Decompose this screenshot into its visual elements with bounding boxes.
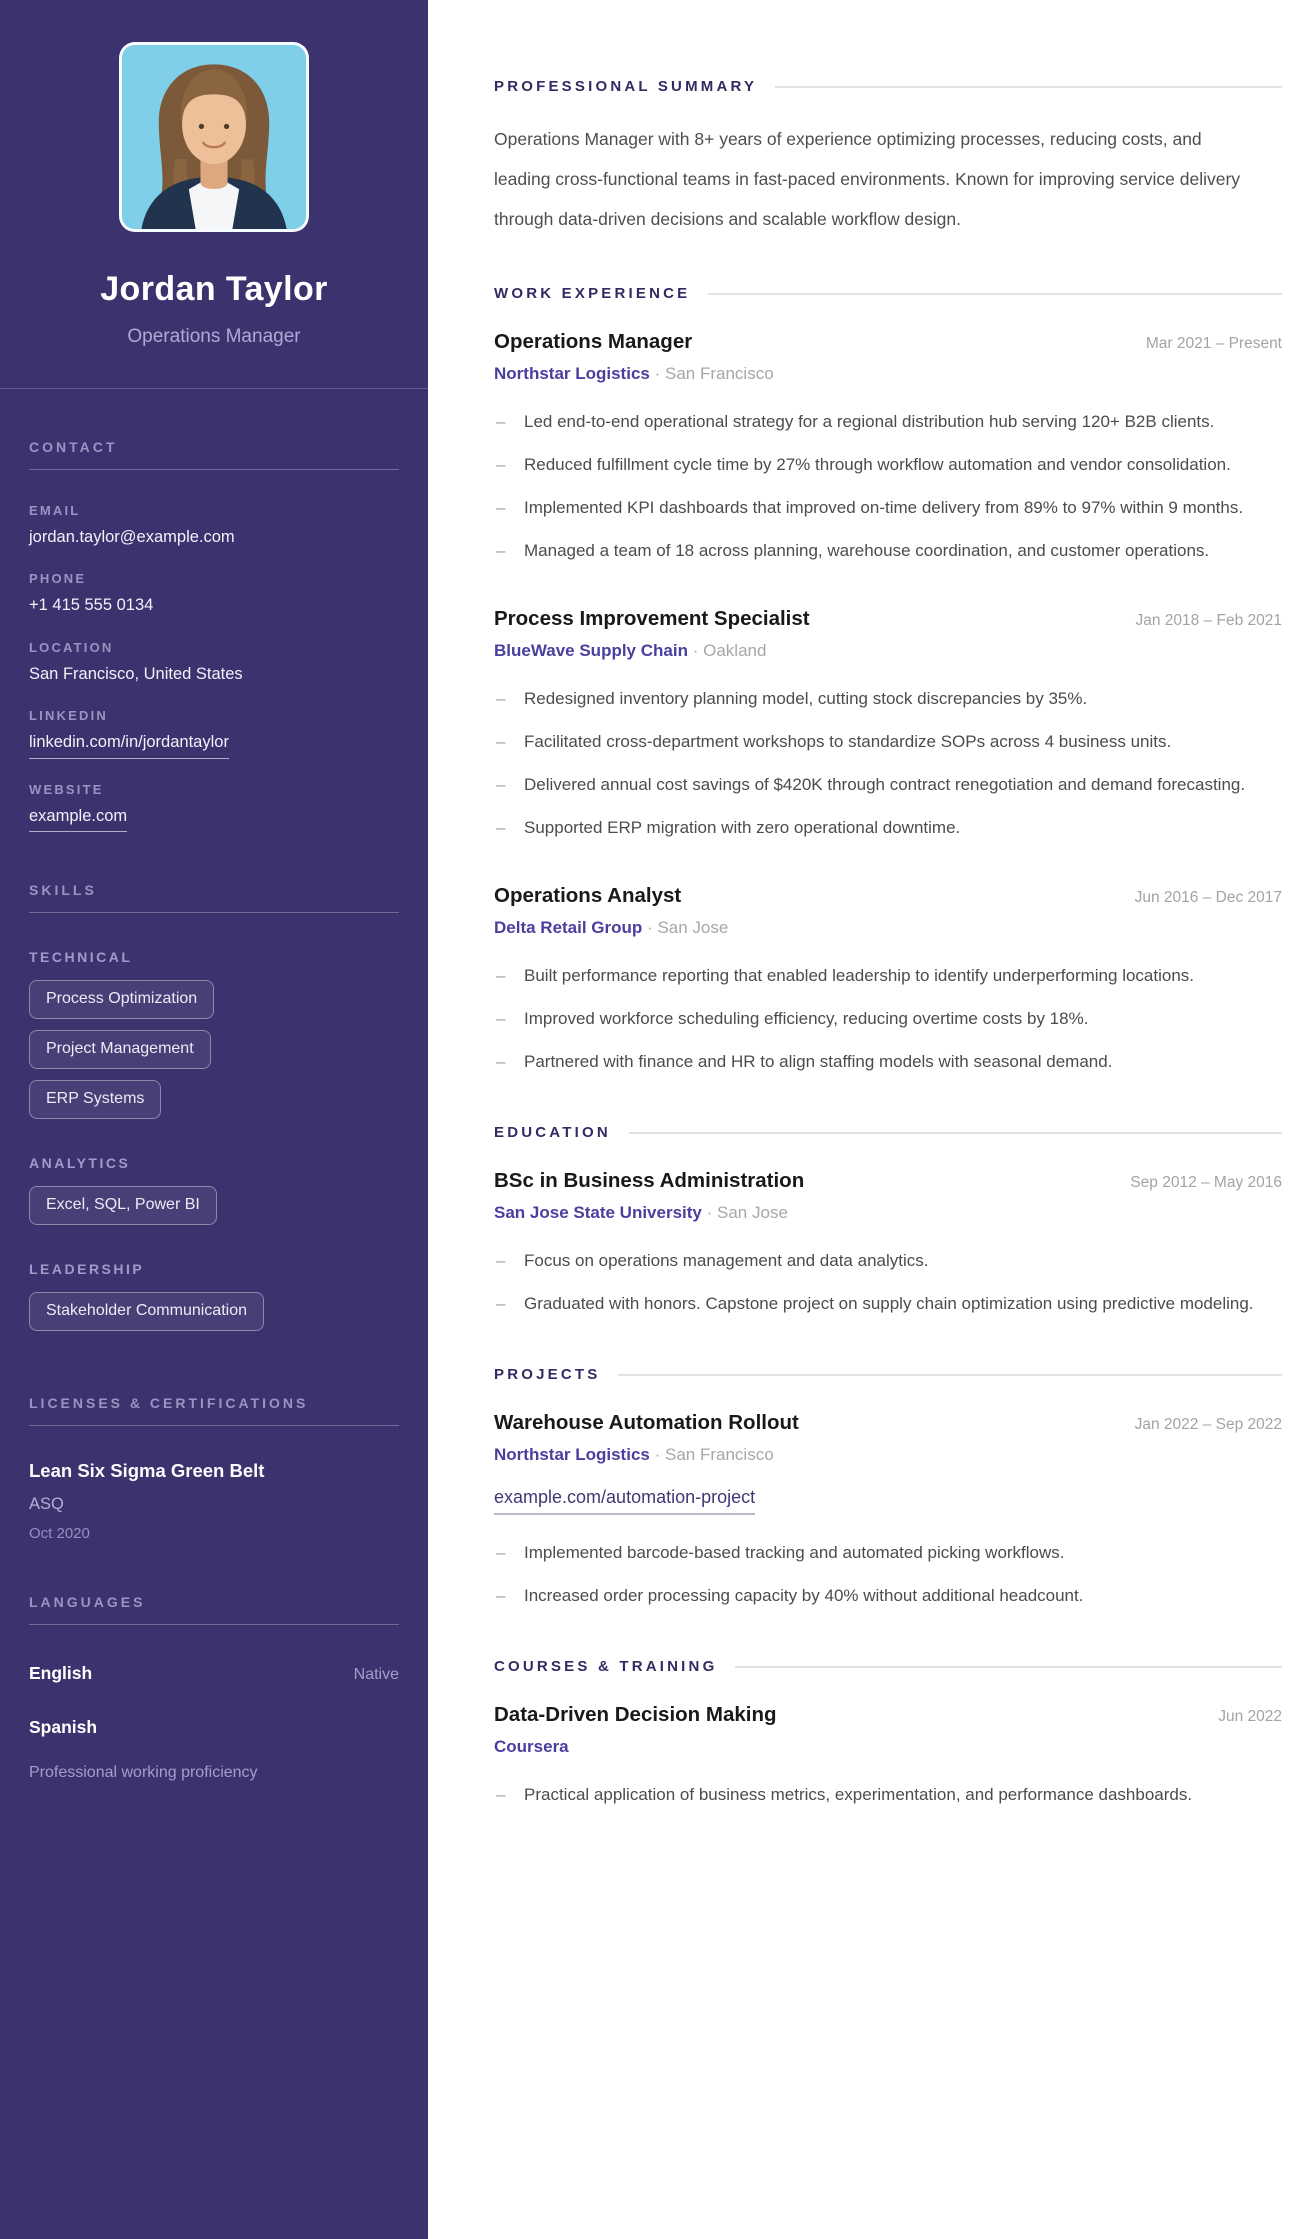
- courses-header: [494, 1658, 1282, 1675]
- skill-group-analytics: ANALYTICS: [29, 1155, 131, 1172]
- skill-pill: Stakeholder Communication: [29, 1292, 264, 1331]
- experience-section: [494, 285, 1282, 1078]
- job-title: Operations Manager: [494, 330, 693, 353]
- language-level: Native: [353, 1666, 399, 1684]
- contact-field-email: [29, 503, 399, 548]
- bullet-item: – Implemented barcode-based tracking and automated picking workflows.: [494, 1537, 1282, 1569]
- separator-dot: ·: [692, 641, 699, 660]
- section-divider: [29, 469, 399, 470]
- job-header: [494, 330, 1282, 354]
- project-subheader: [494, 1445, 1282, 1465]
- language-name: English: [29, 1663, 93, 1684]
- certifications-heading: LICENSES & CERTIFICATIONS: [29, 1395, 309, 1412]
- degree-title: BSc in Business Administration: [494, 1169, 805, 1192]
- project-bullets: [494, 1537, 1282, 1612]
- contact-field-phone: [29, 571, 399, 616]
- bullet-item: – Improved workforce scheduling efficiency, reducing overtime costs by 18%.: [494, 1003, 1282, 1035]
- bullet-item: – Partnered with finance and HR to align staffing models with seasonal demand.: [494, 1046, 1282, 1078]
- heading-rule: [618, 1374, 1282, 1376]
- job-location: San Francisco: [665, 364, 774, 383]
- education-header: [494, 1124, 1282, 1141]
- project-dates: Jan 2022 – Sep 2022: [1134, 1416, 1282, 1433]
- language-level: Professional working proficiency: [29, 1764, 258, 1782]
- contact-section: [0, 439, 428, 832]
- separator-dot: ·: [706, 1203, 713, 1222]
- bullet-item: – Implemented KPI dashboards that improved on-time delivery from 89% to 97% within 9 months.: [494, 492, 1282, 524]
- course-entry: [494, 1703, 1282, 1811]
- bullet-item: – Graduated with honors. Capstone project on supply chain optimization using predictive modeling.: [494, 1288, 1282, 1320]
- job-header: [494, 884, 1282, 908]
- company-name: Northstar Logistics: [494, 364, 650, 383]
- job-entry: [494, 330, 1282, 567]
- certification-item: [29, 1460, 399, 1542]
- school-location: San Jose: [717, 1203, 788, 1222]
- job-dates: Jan 2018 – Feb 2021: [1135, 612, 1282, 629]
- languages-section: [0, 1594, 428, 1782]
- skill-pill: Process Optimization: [29, 980, 214, 1019]
- skills-section: [0, 882, 428, 1331]
- separator-dot: ·: [654, 1445, 661, 1464]
- section-divider: [29, 1425, 399, 1426]
- contact-field-location: [29, 640, 399, 685]
- bullet-item: – Increased order processing capacity by 40% without additional headcount.: [494, 1580, 1282, 1612]
- bullet-item: – Facilitated cross-department workshops to standardize SOPs across 4 business units.: [494, 726, 1282, 758]
- job-title: Process Improvement Specialist: [494, 607, 810, 630]
- bullet-item: – Focus on operations management and data analytics.: [494, 1245, 1282, 1277]
- projects-heading: PROJECTS: [494, 1366, 601, 1383]
- bullet-item: – Reduced fulfillment cycle time by 27% through workflow automation and vendor consolidation.: [494, 449, 1282, 481]
- education-subheader: [494, 1203, 1282, 1223]
- location-label: LOCATION: [29, 639, 114, 655]
- separator-dot: ·: [647, 918, 653, 937]
- course-date: Jun 2022: [1218, 1708, 1282, 1725]
- course-provider: Coursera: [494, 1737, 569, 1756]
- job-location: Oakland: [703, 641, 767, 660]
- skills-heading: SKILLS: [29, 882, 97, 899]
- company-name: Northstar Logistics: [494, 1445, 650, 1464]
- summary-heading: PROFESSIONAL SUMMARY: [494, 78, 758, 95]
- job-bullets: [494, 683, 1282, 844]
- project-link[interactable]: example.com/automation-project: [494, 1487, 755, 1515]
- school-name: San Jose State University: [494, 1203, 702, 1222]
- email-label: EMAIL: [29, 503, 81, 518]
- course-entry-header: [494, 1703, 1282, 1727]
- experience-heading: WORK EXPERIENCE: [494, 285, 691, 302]
- section-divider: [29, 1624, 399, 1625]
- contact-fields: [29, 503, 399, 832]
- separator-dot: ·: [654, 364, 661, 383]
- bullet-item: – Managed a team of 18 across planning, warehouse coordination, and customer operations.: [494, 535, 1282, 567]
- courses-section: [494, 1658, 1282, 1811]
- job-location: San Jose: [657, 918, 729, 937]
- skill-group-technical: TECHNICAL: [29, 949, 133, 966]
- profile-photo: [119, 42, 309, 232]
- summary-section: [494, 78, 1282, 239]
- contact-field-linkedin: [29, 708, 399, 758]
- language-name: Spanish: [29, 1717, 98, 1738]
- website-label: WEBSITE: [29, 781, 104, 797]
- courses-heading: COURSES & TRAINING: [494, 1658, 718, 1675]
- course-subheader: [494, 1737, 1282, 1757]
- bullet-item: – Built performance reporting that enabled leadership to identify underperforming locations.: [494, 960, 1282, 992]
- job-title: Operations Analyst: [494, 884, 682, 907]
- resume-main: [428, 0, 1313, 2239]
- contact-heading: CONTACT: [29, 439, 118, 455]
- job-dates: Mar 2021 – Present: [1145, 335, 1282, 352]
- bullet-item: – Delivered annual cost savings of $420K through contract renegotiation and demand forecasting.: [494, 769, 1282, 801]
- certification-date: Oct 2020: [29, 1525, 90, 1543]
- language-item-english: [29, 1663, 399, 1684]
- heading-rule: [735, 1666, 1282, 1668]
- summary-text: Operations Manager with 8+ years of experience optimizing processes, reducing costs, and leading cross-functional teams in fast-paced environments. Known for improving service delivery through data-driven decisions and scalable workflow design.: [494, 129, 1241, 229]
- heading-rule: [708, 293, 1282, 295]
- project-entry-header: [494, 1411, 1282, 1435]
- education-section: [494, 1124, 1282, 1320]
- education-heading: EDUCATION: [494, 1124, 611, 1141]
- job-dates: Jun 2016 – Dec 2017: [1134, 889, 1282, 906]
- contact-field-website: [29, 782, 399, 832]
- skill-pill: ERP Systems: [29, 1080, 161, 1119]
- person-name: Jordan Taylor: [100, 270, 328, 308]
- projects-header: [494, 1366, 1282, 1383]
- email-value: jordan.taylor@example.com: [29, 528, 235, 546]
- skill-pill: Project Management: [29, 1030, 211, 1069]
- job-bullets: [494, 960, 1282, 1078]
- location-value: San Francisco, United States: [29, 664, 243, 683]
- bullet-item: – Practical application of business metrics, experimentation, and performance dashboards.: [494, 1779, 1282, 1811]
- section-divider: [29, 912, 399, 913]
- certification-name: Lean Six Sigma Green Belt: [29, 1460, 265, 1482]
- avatar-illustration: [122, 45, 306, 229]
- bullet-item: – Led end-to-end operational strategy for a regional distribution hub serving 120+ B2B clients.: [494, 406, 1282, 438]
- job-entry: [494, 607, 1282, 844]
- experience-header: [494, 285, 1282, 302]
- sidebar-header: [0, 0, 428, 389]
- website-link[interactable]: example.com: [29, 806, 127, 832]
- language-item-spanish: [29, 1717, 399, 1738]
- job-subheader: [494, 364, 1282, 384]
- heading-rule: [775, 86, 1282, 88]
- bullet-item: – Supported ERP migration with zero operational downtime.: [494, 812, 1282, 844]
- skill-group-leadership: LEADERSHIP: [29, 1261, 145, 1278]
- education-bullets: [494, 1245, 1282, 1320]
- skill-pill: Excel, SQL, Power BI: [29, 1186, 217, 1225]
- education-dates: Sep 2012 – May 2016: [1130, 1174, 1282, 1191]
- projects-section: [494, 1366, 1282, 1612]
- job-entry: [494, 884, 1282, 1078]
- sidebar: [0, 0, 428, 2239]
- company-name: BlueWave Supply Chain: [494, 641, 688, 660]
- company-name: Delta Retail Group: [494, 918, 643, 937]
- job-bullets: [494, 406, 1282, 567]
- person-job-title: Operations Manager: [127, 326, 301, 347]
- job-subheader: [494, 918, 1282, 938]
- certifications-section: [0, 1395, 428, 1542]
- course-title: Data-Driven Decision Making: [494, 1703, 777, 1726]
- heading-rule: [629, 1132, 1282, 1134]
- phone-label: PHONE: [29, 571, 87, 587]
- phone-value: +1 415 555 0134: [29, 596, 154, 615]
- job-subheader: [494, 641, 1282, 661]
- certification-issuer: ASQ: [29, 1495, 64, 1514]
- project-location: San Francisco: [665, 1445, 774, 1464]
- summary-header: [494, 78, 1282, 95]
- education-entry-header: [494, 1169, 1282, 1193]
- job-header: [494, 607, 1282, 631]
- project-entry: [494, 1411, 1282, 1612]
- course-bullets: [494, 1779, 1282, 1811]
- education-entry: [494, 1169, 1282, 1320]
- project-title: Warehouse Automation Rollout: [494, 1411, 799, 1434]
- linkedin-link[interactable]: linkedin.com/in/jordantaylor: [29, 732, 229, 758]
- languages-heading: LANGUAGES: [29, 1594, 146, 1611]
- linkedin-label: LINKEDIN: [29, 708, 108, 724]
- bullet-item: – Redesigned inventory planning model, cutting stock discrepancies by 35%.: [494, 683, 1282, 715]
